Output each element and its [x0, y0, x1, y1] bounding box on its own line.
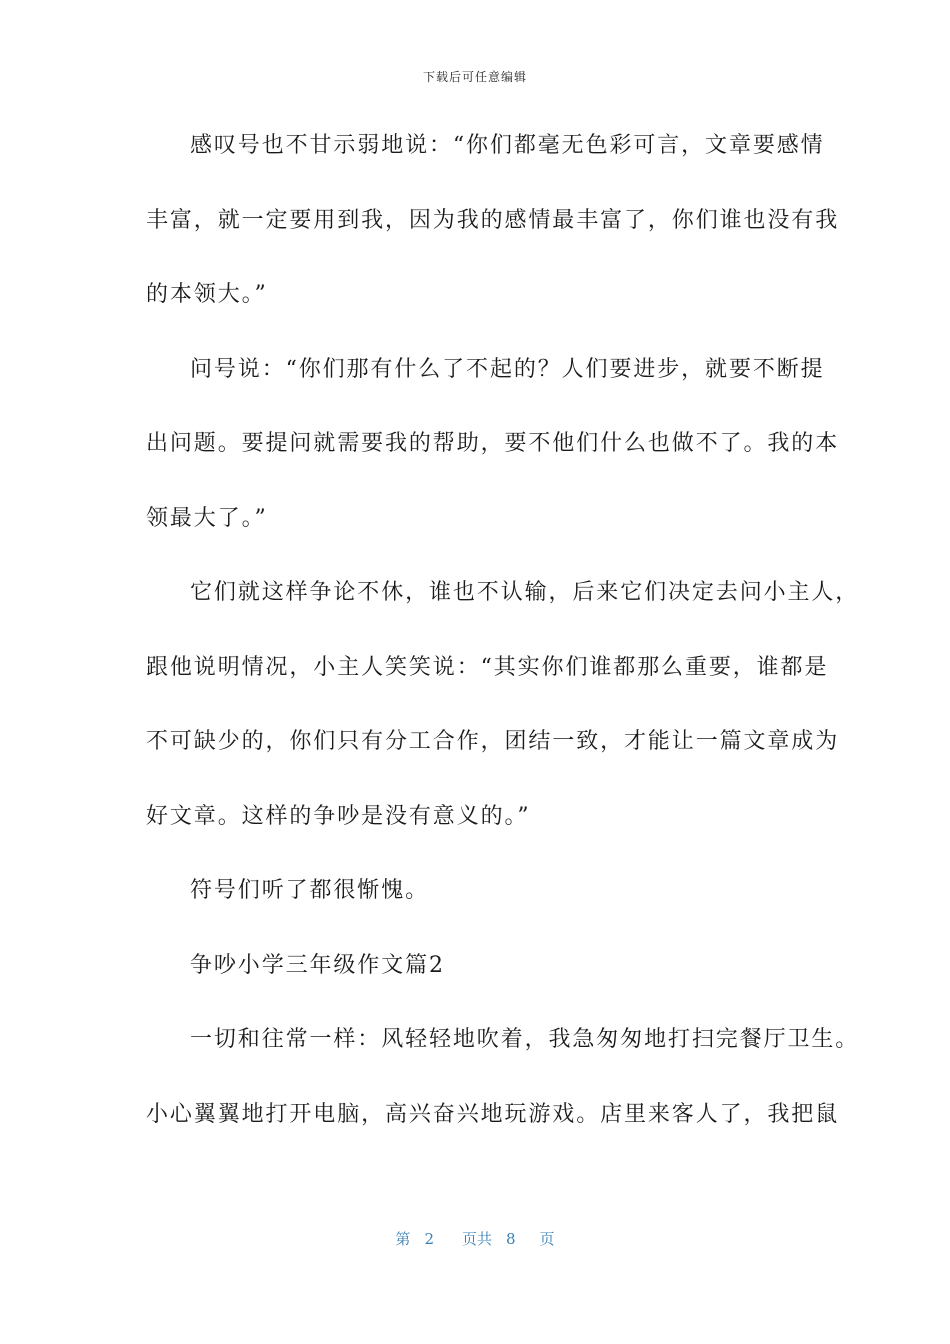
text-line: 出问题。要提问就需要我的帮助，要不他们什么也做不了。我的本 [146, 431, 840, 456]
text-line: 跟他说明情况，小主人笑笑说：“其实你们谁都那么重要，谁都是 [146, 654, 829, 680]
text-line: 丰富，就一定要用到我，因为我的感情最丰富了，你们谁也没有我 [146, 207, 840, 233]
text-line: 的本领大。” [146, 282, 268, 307]
page-suffix: 页 [539, 1230, 555, 1248]
page-header: 下载后可任意编辑 [422, 70, 527, 84]
section-heading: 争吵小学三年级作文篇2 [190, 952, 445, 978]
text-line: 它们就这样争论不休，谁也不认输，后来它们决定去问小主人， [190, 580, 860, 605]
text-line: 不可缺少的，你们只有分工合作，团结一致，才能让一篇文章成为 [146, 729, 840, 754]
page-footer [0, 1228, 950, 1249]
page-mid: 页共 [461, 1230, 492, 1248]
text-line: 符号们听了都很惭愧。 [190, 878, 430, 903]
text-line: 领最大了。” [146, 505, 268, 531]
text-line: 感叹号也不甘示弱地说：“你们都毫无色彩可言，文章要感情 [190, 133, 825, 158]
page-current: 2 [424, 1230, 434, 1248]
text-line: 小心翼翼地打开电脑，高兴奋兴地玩游戏。店里来客人了，我把鼠 [146, 1101, 840, 1127]
document-body [146, 124, 860, 1167]
text-line: 问号说：“你们那有什么了不起的？人们要进步，就要不断提 [190, 356, 825, 382]
page-prefix: 第 [395, 1230, 411, 1248]
text-line: 一切和往常一样：风轻轻地吹着，我急匆匆地打扫完餐厅卫生。 [190, 1027, 860, 1052]
text-line: 好文章。这样的争吵是没有意义的。” [146, 803, 531, 829]
page-total: 8 [506, 1230, 516, 1248]
